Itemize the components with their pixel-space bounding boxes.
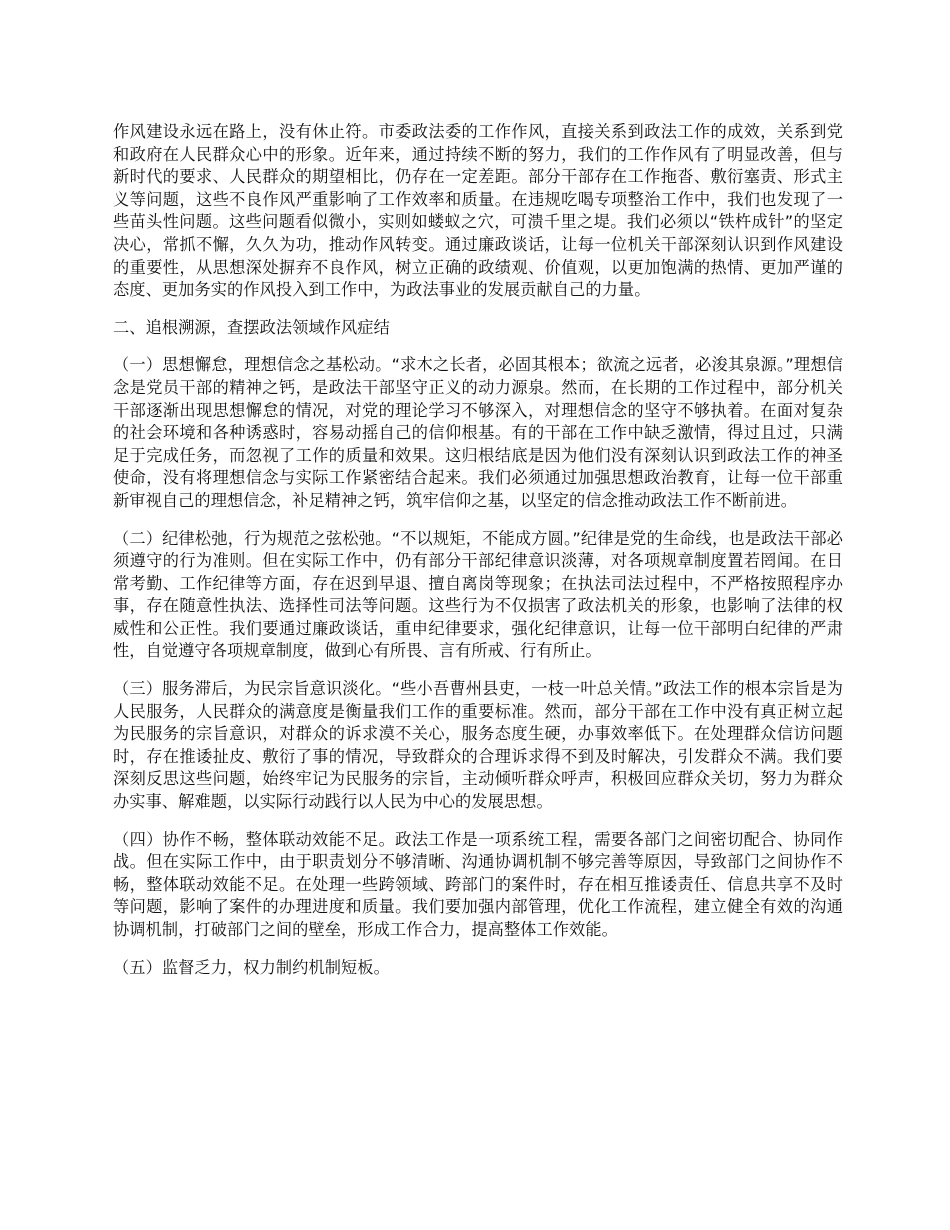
paragraph-item-2: （二）纪律松弛，行为规范之弦松弛。“不以规矩，不能成方圆。”纪律是党的生命线，也是政法干部必须遵守的行为准则。但在实际工作中，仍有部分干部纪律意识淡薄，对各项规章制度置若罔闻。在日常考勤、工作纪律等方面，存在迟到早退、擅自离岗等现象；在执法司法过程中，不严格按照程序办事，存在随意性执法、选择性司法等问题。这些行为不仅损害了政法机关的形象，也影响了法律的权威性和公正性。我们要通过廉政谈话，重申纪律要求，强化纪律意识，让每一位干部明白纪律的严肃性，自觉遵守各项规章制度，做到心有所畏、言有所戒、行有所止。 — [113, 528, 843, 661]
section-heading-2: 二、追根溯源，查摆政法领域作风症结 — [113, 317, 390, 337]
paragraph-item-3: （三）服务滞后，为民宗旨意识淡化。“些小吾曹州县吏，一枝一叶总关情。”政法工作的根本宗旨是为人民服务，人民群众的满意度是衡量我们工作的重要标准。然而，部分干部在工作中没有真正树立起为民服务的宗旨意识，对群众的诉求漠不关心，服务态度生硬，办事效率低下。在处理群众信访问题时，存在推诿扯皮、敷衍了事的情况，导致群众的合理诉求得不到及时解决，引发群众不满。我们要深刻反思这些问题，始终牢记为民服务的宗旨，主动倾听群众呼声，积极回应群众关切，努力为群众办实事、解难题，以实际行动践行以人民为中心的发展思想。 — [113, 679, 843, 812]
paragraph-intro: 作风建设永远在路上，没有休止符。市委政法委的工作作风，直接关系到政法工作的成效，关系到党和政府在人民群众心中的形象。近年来，通过持续不断的努力，我们的工作作风有了明显改善，但与新时代的要求、人民群众的期望相比，仍存在一定差距。部分干部存在工作拖沓、敷衍塞责、形式主义等问题，这些不良作风严重影响了工作效率和质量。在违规吃喝专项整治工作中，我们也发现了一些苗头性问题。这些问题看似微小，实则如蝼蚁之穴，可溃千里之堤。我们必须以“铁杵成针”的坚定决心，常抓不懈，久久为功，推动作风转变。通过廉政谈话，让每一位机关干部深刻认识到作风建设的重要性，从思想深处摒弃不良作风，树立正确的政绩观、价值观，以更加饱满的热情、更加严谨的态度、更加务实的作风投入到工作中，为政法事业的发展贡献自己的力量。 — [113, 122, 843, 300]
paragraph-item-4: （四）协作不畅，整体联动效能不足。政法工作是一项系统工程，需要各部门之间密切配合、协同作战。但在实际工作中，由于职责划分不够清晰、沟通协调机制不够完善等原因，导致部门之间协作不畅，整体联动效能不足。在处理一些跨领域、跨部门的案件时，存在相互推诿责任、信息共享不及时等问题，影响了案件的办理进度和质量。我们要加强内部管理，优化工作流程，建立健全有效的沟通协调机制，打破部门之间的壁垒，形成工作合力，提高整体工作效能。 — [113, 829, 843, 939]
paragraph-item-1: （一）思想懈怠，理想信念之基松动。“求木之长者，必固其根本；欲流之远者，必浚其泉源。”理想信念是党员干部的精神之钙，是政法干部坚守正义的动力源泉。然而，在长期的工作过程中，部分机关干部逐渐出现思想懈怠的情况，对党的理论学习不够深入，对理想信念的坚守不够执着。在面对复杂的社会环境和各种诱惑时，容易动摇自己的信仰根基。有的干部在工作中缺乏激情，得过且过，只满足于完成任务，而忽视了工作的质量和效果。这归根结底是因为他们没有深刻认识到政法工作的神圣使命，没有将理想信念与实际工作紧密结合起来。我们必须通过加强思想政治教育，让每一位干部重新审视自己的理想信念，补足精神之钙，筑牢信仰之基，以坚定的信念推动政法工作不断前进。 — [113, 355, 843, 510]
document-body — [113, 121, 843, 994]
paragraph-item-5: （五）监督乏力，权力制约机制短板。 — [113, 957, 390, 977]
